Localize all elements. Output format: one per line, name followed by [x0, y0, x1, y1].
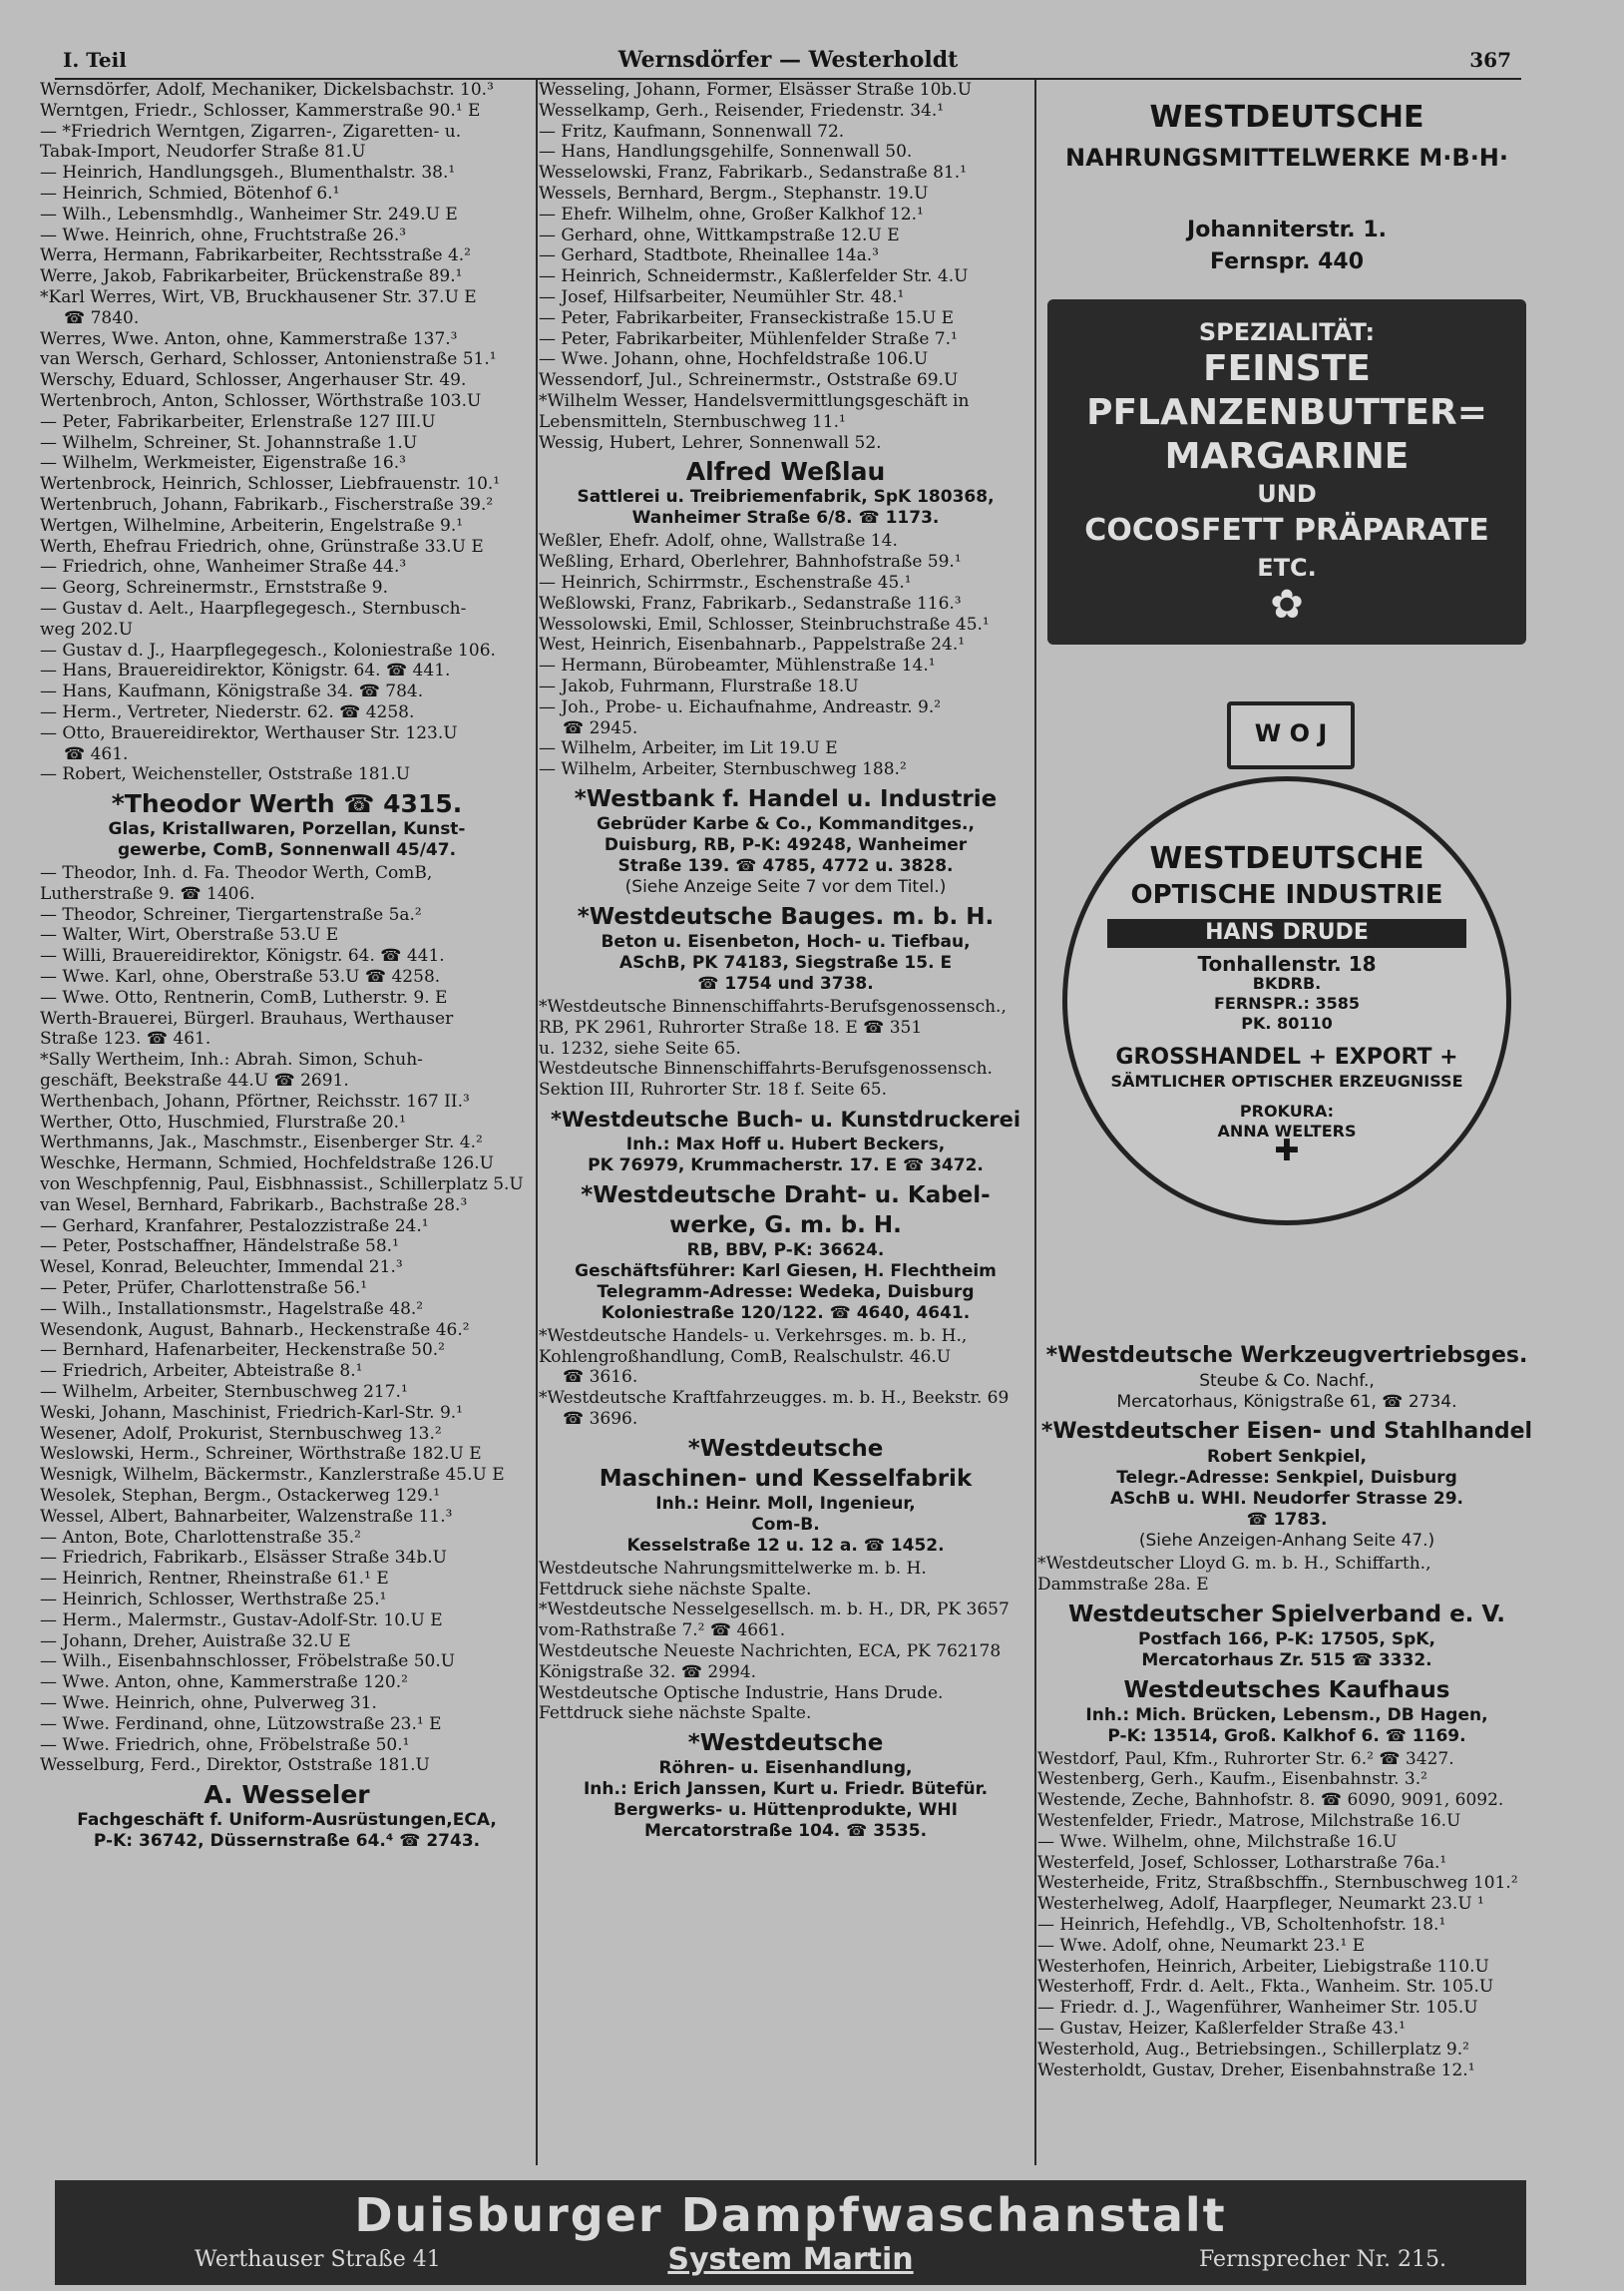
- directory-entry: ☎ 461.: [64, 743, 129, 764]
- firm-line: Telegr.-Adresse: Senkpiel, Duisburg: [1116, 1468, 1457, 1488]
- firm-line: Beton u. Eisenbeton, Hoch- u. Tiefbau,: [601, 931, 971, 952]
- directory-entry: Weßlowski, Franz, Fabrikarb., Sedanstraße 116.³: [539, 593, 962, 614]
- firm-line: ASchB, PK 74183, Siegstraße 15. E: [618, 952, 953, 973]
- firm-name: Westdeutscher Spielverband e. V.: [1068, 1601, 1505, 1627]
- directory-entry: RB, PK 2961, Ruhrorter Straße 18. E ☎ 351: [539, 1017, 923, 1038]
- firm-line: Duisburg, RB, P-K: 49248, Wanheimer: [604, 834, 968, 855]
- firm-line: Kesselstraße 12 u. 12 a. ☎ 1452.: [626, 1535, 945, 1556]
- firm-line: Straße 139. ☎ 4785, 4772 u. 3828.: [617, 855, 954, 876]
- ad-text: SPEZIALITÄT:: [1198, 318, 1376, 346]
- directory-entry: ☎ 3696.: [563, 1409, 638, 1430]
- directory-entry: van Wesel, Bernhard, Fabrikarb., Bachstraße 28.³: [40, 1194, 468, 1215]
- firm-block-draht: [539, 1180, 1032, 1324]
- directory-entry: Wertenbruch, Johann, Fabrikarb., Fischerstraße 39.²: [40, 494, 494, 515]
- firm-name: *Westdeutsche: [687, 1730, 884, 1757]
- directory-entry: — Gerhard, ohne, Wittkampstraße 12.U E: [539, 225, 900, 245]
- directory-entry: Straße 123. ☎ 461.: [40, 1029, 211, 1050]
- directory-entry: Wernsdörfer, Adolf, Mechaniker, Dickelsbachstr. 10.³: [40, 80, 494, 100]
- directory-entry: — Johann, Dreher, Auistraße 32.U E: [40, 1630, 351, 1651]
- ad-text: PK. 80110: [1241, 1013, 1333, 1033]
- directory-entry: — Friedrich, Fabrikarb., Elsässer Straße 34b.U: [40, 1548, 447, 1569]
- directory-entry: — Gerhard, Stadtbote, Rheinallee 14a.³: [539, 245, 879, 266]
- directory-entry: Westdeutsche Optische Industrie, Hans Drude.: [539, 1682, 944, 1703]
- directory-entry: Fettdruck siehe nächste Spalte.: [539, 1579, 812, 1600]
- directory-entry: Wertenbroch, Anton, Schlosser, Wörthstraße 103.U: [40, 390, 482, 411]
- directory-entry: — Jakob, Fuhrmann, Flurstraße 18.U: [539, 676, 859, 696]
- directory-entry: Wessolowski, Emil, Schlosser, Steinbruchstraße 45.¹: [539, 614, 990, 635]
- directory-entry: — Peter, Prüfer, Charlottenstraße 56.¹: [40, 1278, 368, 1299]
- flower-ornament-icon: ✿: [1270, 582, 1304, 628]
- directory-entry: Werthmanns, Jak., Maschmstr., Eisenberger Str. 4.²: [40, 1133, 483, 1153]
- firm-name: Maschinen- und Kesselfabrik: [599, 1465, 973, 1492]
- firm-block-bauges: [539, 902, 1032, 995]
- directory-entry: von Weschpfennig, Paul, Eisbhnassist., Schillerplatz 5.U: [40, 1174, 524, 1195]
- ad-text: GROSSHANDEL + EXPORT +: [1115, 1044, 1458, 1070]
- firm-line: Postfach 166, P-K: 17505, SpK,: [1138, 1628, 1435, 1649]
- firm-line: (Siehe Anzeigen-Anhang Seite 47.): [1138, 1531, 1435, 1551]
- ad-text: FERNSPR.: 3585: [1213, 993, 1360, 1013]
- directory-entry: *Westdeutsche Handels- u. Verkehrsges. m. b. H.,: [539, 1325, 968, 1346]
- directory-entry: Wesselowski, Franz, Fabrikarb., Sedanstraße 81.¹: [539, 163, 967, 184]
- firm-line: Glas, Kristallwaren, Porzellan, Kunst-: [108, 819, 466, 840]
- directory-entry: — Peter, Fabrikarbeiter, Mühlenfelder Straße 7.¹: [539, 328, 958, 349]
- entry-list: [1037, 1749, 1536, 2081]
- ad-title: Duisburger Dampfwaschanstalt: [354, 2188, 1227, 2242]
- firm-line: Steube & Co. Nachf.,: [1199, 1371, 1375, 1391]
- column-1: [40, 80, 534, 2175]
- directory-entry: — Walter, Wirt, Oberstraße 53.U E: [40, 925, 339, 946]
- directory-entry: — Peter, Fabrikarbeiter, Erlenstraße 127 III.U: [40, 411, 436, 432]
- directory-entry: Wessel, Albert, Bahnarbeiter, Walzenstraße 11.³: [40, 1506, 453, 1527]
- advertisement-nahrungsmittelwerke: [1041, 98, 1532, 706]
- page-number: 367: [1469, 48, 1511, 72]
- ad-heading: WESTDEUTSCHE: [1149, 100, 1424, 135]
- directory-entry: *Westdeutsche Binnenschiffahrts-Berufsgenossensch.,: [539, 996, 1007, 1017]
- directory-entry: Westdeutsche Nahrungsmittelwerke m. b. H.: [539, 1558, 927, 1579]
- firm-line: Gebrüder Karbe & Co., Kommanditges.,: [597, 813, 975, 834]
- ad-address: Johanniterstr. 1.: [1187, 218, 1387, 242]
- directory-entry: Westenfelder, Friedr., Matrose, Milchstraße 16.U: [1037, 1810, 1461, 1831]
- directory-entry: — Fritz, Kaufmann, Sonnenwall 72.: [539, 121, 845, 142]
- directory-entry: — Joh., Probe- u. Eichaufnahme, Andreastr. 9.²: [539, 696, 942, 717]
- directory-entry: — Theodor, Inh. d. Fa. Theodor Werth, ComB,: [40, 863, 433, 884]
- directory-entry: Dammstraße 28a. E: [1037, 1574, 1209, 1595]
- directory-entry: — Wilhelm, Werkmeister, Eigenstraße 16.³: [40, 453, 406, 474]
- directory-entry: — Wilhelm, Arbeiter, Sternbuschweg 217.¹: [40, 1382, 408, 1403]
- directory-entry: — Bernhard, Hafenarbeiter, Heckenstraße 50.²: [40, 1340, 445, 1361]
- directory-entry: u. 1232, siehe Seite 65.: [539, 1038, 741, 1059]
- ad-phone: Fernspr. 440: [1209, 249, 1365, 274]
- firm-line: Geschäftsführer: Karl Giesen, H. Flechtheim: [575, 1260, 997, 1281]
- directory-entry: — Herm., Malermstr., Gustav-Adolf-Str. 10.U E: [40, 1609, 443, 1630]
- firm-block-werkzeug: [1037, 1341, 1536, 1413]
- directory-entry: — Theodor, Schreiner, Tiergartenstraße 5a.²: [40, 904, 422, 925]
- directory-entry: — Otto, Brauereidirektor, Werthauser Str. 123.U: [40, 722, 458, 743]
- firm-block-westbank: [539, 784, 1032, 898]
- directory-entry: weg 202.U: [40, 619, 134, 640]
- ad-text: OPTISCHE INDUSTRIE: [1130, 880, 1443, 910]
- directory-entry: — Wilh., Lebensmhdlg., Wanheimer Str. 249.U E: [40, 204, 458, 225]
- entry-list: [539, 531, 1032, 780]
- ad-system: System Martin: [667, 2242, 914, 2277]
- ad-text: ETC.: [1257, 554, 1317, 582]
- directory-entry: — Wwe. Karl, ohne, Oberstraße 53.U ☎ 4258.: [40, 967, 441, 988]
- directory-entry: — Wwe. Ferdinand, ohne, Lützowstraße 23.¹ E: [40, 1713, 442, 1734]
- ad-banner: HANS DRUDE: [1107, 919, 1466, 948]
- firm-name: A. Wesseler: [203, 1780, 370, 1810]
- firm-line: Sattlerei u. Treibriemenfabrik, SpK 180368,: [577, 487, 995, 508]
- directory-entry: Werschy, Eduard, Schlosser, Angerhauser Str. 49.: [40, 370, 467, 391]
- directory-entry: — Peter, Fabrikarbeiter, Franseckistraße 15.U E: [539, 307, 955, 328]
- ad-text: SÄMTLICHER OPTISCHER ERZEUGNISSE: [1110, 1071, 1463, 1091]
- directory-entry: Sektion III, Ruhrorter Str. 18 f. Seite 65.: [539, 1080, 887, 1101]
- ad-text: COCOSFETT PRÄPARATE: [1084, 513, 1489, 548]
- firm-line: ASchB u. WHI. Neudorfer Strasse 29.: [1110, 1489, 1463, 1509]
- directory-entry: Westerhofen, Heinrich, Arbeiter, Liebigstraße 110.U: [1037, 1956, 1489, 1977]
- directory-entry: — *Friedrich Werntgen, Zigarren-, Zigaretten- u.: [40, 121, 462, 142]
- ad-address: Werthauser Straße 41: [195, 2247, 441, 2272]
- directory-entry: vom-Rathstraße 7.² ☎ 4661.: [539, 1620, 786, 1641]
- firm-line: ☎ 1783.: [1246, 1510, 1328, 1530]
- firm-line: Mercatorhaus Zr. 515 ☎ 3332.: [1141, 1649, 1432, 1670]
- directory-entry: — Georg, Schreinermstr., Ernststraße 9.: [40, 578, 389, 599]
- directory-entry: — Heinrich, Hefehdlg., VB, Scholtenhofstr. 18.¹: [1037, 1914, 1446, 1935]
- firm-line: Robert Senkpiel,: [1207, 1447, 1367, 1467]
- entry-list: [539, 997, 1032, 1101]
- ad-text: ANNA WELTERS: [1217, 1121, 1357, 1141]
- directory-entry: — Hermann, Bürobeamter, Mühlenstraße 14.¹: [539, 656, 936, 677]
- firm-block-werth: [40, 789, 534, 861]
- directory-entry: Wesolek, Stephan, Bergm., Ostackerweg 129.¹: [40, 1486, 441, 1506]
- directory-entry: — Wwe. Heinrich, ohne, Fruchtstraße 26.³: [40, 225, 407, 245]
- directory-entry: — Friedrich, Arbeiter, Abteistraße 8.¹: [40, 1361, 363, 1382]
- directory-entry: Weßler, Ehefr. Adolf, ohne, Wallstraße 14.: [539, 531, 898, 552]
- firm-name: *Westdeutsche Buch- u. Kunstdruckerei: [550, 1107, 1021, 1132]
- directory-entry: Weslowski, Herm., Schreiner, Wörthstraße 182.U E: [40, 1444, 482, 1465]
- column-divider: [1034, 80, 1036, 2165]
- directory-entry: Tabak-Import, Neudorfer Straße 81.U: [40, 142, 366, 163]
- firm-line: Mercatorhaus, Königstraße 61, ☎ 2734.: [1116, 1392, 1457, 1412]
- firm-line: Com-B.: [751, 1514, 820, 1535]
- directory-entry: Wesener, Adolf, Prokurist, Sternbuschweg 13.²: [40, 1423, 442, 1444]
- firm-line: Wanheimer Straße 6/8. ☎ 1173.: [631, 508, 940, 529]
- directory-entry: Werres, Wwe. Anton, ohne, Kammerstraße 137.³: [40, 328, 458, 349]
- firm-line: ☎ 1754 und 3738.: [697, 973, 874, 994]
- firm-block-buchdruckerei: [539, 1105, 1032, 1176]
- firm-name: Westdeutsches Kaufhaus: [1123, 1676, 1450, 1703]
- directory-entry: Lutherstraße 9. ☎ 1406.: [40, 883, 255, 904]
- entry-list: [539, 80, 1032, 453]
- directory-entry: — Ehefr. Wilhelm, ohne, Großer Kalkhof 12.¹: [539, 204, 924, 225]
- directory-entry: *Karl Werres, Wirt, VB, Bruckhausener Str. 37.U E: [40, 286, 477, 307]
- directory-entry: Wertgen, Wilhelmine, Arbeiterin, Engelstraße 9.¹: [40, 515, 464, 536]
- directory-entry: ☎ 7840.: [64, 307, 140, 328]
- directory-entry: ☎ 3616.: [563, 1367, 638, 1388]
- directory-entry: Weßling, Erhard, Oberlehrer, Bahnhofstraße 59.¹: [539, 552, 962, 573]
- directory-entry: — Wwe. Wilhelm, ohne, Milchstraße 16.U: [1037, 1831, 1398, 1852]
- advertisement-optische-industrie: [1041, 719, 1532, 1335]
- directory-entry: West, Heinrich, Eisenbahnarb., Pappelstraße 24.¹: [539, 635, 966, 656]
- firm-block-maschinen: [539, 1434, 1032, 1557]
- directory-entry: *Westdeutscher Lloyd G. m. b. H., Schiffarth.,: [1037, 1554, 1431, 1574]
- cross-ornament-icon: ✚: [1274, 1133, 1300, 1168]
- directory-entry: — Heinrich, Schirrmstr., Eschenstraße 45.¹: [539, 572, 912, 593]
- directory-entry: — Wwe. Anton, ohne, Kammerstraße 120.²: [40, 1672, 408, 1693]
- directory-entry: — Heinrich, Rentner, Rheinstraße 61.¹ E: [40, 1569, 389, 1590]
- column-divider: [536, 80, 538, 2165]
- directory-entry: — Gerhard, Kranfahrer, Pestalozzistraße 24.¹: [40, 1215, 429, 1236]
- bottom-advertisement: [55, 2180, 1526, 2285]
- entry-list: [539, 1559, 1032, 1724]
- ad-text: Tonhallenstr. 18: [1197, 951, 1377, 976]
- firm-line: (Siehe Anzeige Seite 7 vor dem Titel.): [624, 876, 947, 897]
- ad-inner: [1087, 841, 1486, 1168]
- directory-entry: — Heinrich, Schlosser, Werthstraße 25.¹: [40, 1589, 387, 1609]
- woj-logo-icon: W O J: [1227, 701, 1355, 769]
- directory-entry: Wesel, Konrad, Beleuchter, Immendal 21.³: [40, 1257, 403, 1278]
- directory-entry: Werra, Hermann, Fabrikarbeiter, Rechtsstraße 4.²: [40, 245, 471, 266]
- directory-entry: Westerheide, Fritz, Straßbschffn., Sternbuschweg 101.²: [1037, 1873, 1518, 1894]
- directory-entry: ☎ 2945.: [563, 717, 638, 738]
- firm-block-eisenhandel: [1037, 1417, 1536, 1552]
- firm-block-roehren: [539, 1728, 1032, 1842]
- directory-entry: *Westdeutsche Kraftfahrzeugges. m. b. H., Beekstr. 69: [539, 1388, 1010, 1409]
- firm-name: *Westdeutscher Eisen- und Stahlhandel: [1040, 1419, 1533, 1444]
- firm-line: Röhren- u. Eisenhandlung,: [658, 1758, 913, 1779]
- firm-name: *Westbank f. Handel u. Industrie: [574, 785, 998, 812]
- directory-entry: — Heinrich, Schmied, Bötenhof 6.¹: [40, 183, 340, 204]
- directory-entry: — Wilhelm, Arbeiter, im Lit 19.U E: [539, 738, 838, 759]
- ad-text: FEINSTE: [1203, 348, 1371, 389]
- entry-list: [40, 863, 534, 1776]
- column-3: [1037, 80, 1536, 2175]
- firm-line: Bergwerks- u. Hüttenprodukte, WHI: [613, 1800, 958, 1821]
- firm-name: werke, G. m. b. H.: [669, 1211, 902, 1238]
- directory-entry: — Wilh., Eisenbahnschlosser, Fröbelstraße 50.U: [40, 1651, 456, 1672]
- directory-entry: Wessig, Hubert, Lehrer, Sonnenwall 52.: [539, 432, 882, 453]
- directory-entry: Werther, Otto, Huschmied, Flurstraße 20.¹: [40, 1112, 406, 1133]
- firm-block-spielverband: [1037, 1600, 1536, 1671]
- directory-entry: Königstraße 32. ☎ 2994.: [539, 1661, 757, 1682]
- directory-entry: — Josef, Hilfsarbeiter, Neumühler Str. 48.¹: [539, 286, 905, 307]
- directory-entry: — Heinrich, Schneidermstr., Kaßlerfelder Str. 4.U: [539, 266, 969, 287]
- directory-entry: Weschke, Hermann, Schmied, Hochfeldstraße 126.U: [40, 1153, 494, 1174]
- directory-entry: Wessels, Bernhard, Bergm., Stephanstr. 19.U: [539, 183, 929, 204]
- directory-entry: — Wwe. Adolf, ohne, Neumarkt 23.¹ E: [1037, 1935, 1366, 1956]
- directory-entry: Werth-Brauerei, Bürgerl. Brauhaus, Werthauser: [40, 1008, 454, 1029]
- directory-entry: — Friedrich, ohne, Wanheimer Straße 44.³: [40, 557, 407, 578]
- directory-entry: — Willi, Brauereidirektor, Königstr. 64. ☎ 441.: [40, 946, 445, 967]
- firm-name: *Westdeutsche: [687, 1435, 884, 1462]
- directory-entry: Weski, Johann, Maschinist, Friedrich-Karl-Str. 9.¹: [40, 1402, 463, 1423]
- directory-entry: Werth, Ehefrau Friedrich, ohne, Grünstraße 33.U E: [40, 536, 484, 557]
- directory-entry: — Gustav d. J., Haarpflegegesch., Koloniestraße 106.: [40, 640, 496, 661]
- ad-text: PFLANZENBUTTER=: [1086, 392, 1487, 433]
- directory-entry: — Wwe. Johann, ohne, Hochfeldstraße 106.U: [539, 349, 929, 370]
- directory-entry: Lebensmitteln, Sternbuschweg 11.¹: [539, 411, 846, 432]
- ad-ring: [1062, 719, 1511, 1225]
- directory-entry: — Gustav d. Aelt., Haarpflegegesch., Sternbusch-: [40, 598, 467, 619]
- firm-line: Inh.: Max Hoff u. Hubert Beckers,: [625, 1134, 946, 1154]
- page-header: [55, 44, 1521, 80]
- firm-name: *Theodor Werth ☎ 4315.: [111, 789, 463, 819]
- entry-list: [1037, 1554, 1536, 1596]
- directory-entry: — Wilhelm, Arbeiter, Sternbuschweg 188.²: [539, 759, 907, 780]
- firm-line: PK 76979, Krummacherstr. 17. E ☎ 3472.: [588, 1154, 984, 1175]
- directory-entry: Westende, Zeche, Bahnhofstr. 8. ☎ 6090, 9091, 6092.: [1037, 1790, 1504, 1811]
- firm-block-kaufhaus: [1037, 1675, 1536, 1747]
- directory-entry: Westdeutsche Neueste Nachrichten, ECA, PK 762178: [539, 1641, 1002, 1662]
- directory-entry: Werntgen, Friedr., Schlosser, Kammerstraße 90.¹ E: [40, 100, 481, 121]
- directory-entry: Wesendonk, August, Bahnarb., Heckenstraße 46.²: [40, 1319, 470, 1340]
- firm-line: Fachgeschäft f. Uniform-Ausrüstungen,ECA,: [77, 1810, 497, 1831]
- directory-entry: — Hans, Handlungsgehilfe, Sonnenwall 50.: [539, 142, 913, 163]
- firm-line: Telegramm-Adresse: Wedeka, Duisburg: [597, 1281, 975, 1302]
- firm-line: Inh.: Heinr. Moll, Ingenieur,: [655, 1493, 916, 1514]
- directory-entry: Westdeutsche Binnenschiffahrts-Berufsgenossensch.: [539, 1059, 993, 1080]
- firm-name: *Westdeutsche Draht- u. Kabel-: [581, 1181, 991, 1208]
- ad-text: PROKURA:: [1239, 1101, 1335, 1121]
- directory-entry: — Wwe. Otto, Rentnerin, ComB, Lutherstr. 9. E: [40, 987, 448, 1008]
- firm-line: P-K: 13514, Groß. Kalkhof 6. ☎ 1169.: [1107, 1725, 1466, 1746]
- directory-entry: — Hans, Brauereidirektor, Königstr. 64. ☎ 441.: [40, 661, 451, 682]
- directory-entry: — Wilh., Installationsmstr., Hagelstraße 48.²: [40, 1298, 424, 1319]
- firm-line: Koloniestraße 120/122. ☎ 4640, 4641.: [601, 1302, 971, 1323]
- firm-name: Alfred Weßlau: [685, 457, 886, 487]
- entry-list: [539, 1326, 1032, 1430]
- directory-entry: Westerholdt, Gustav, Dreher, Eisenbahnstraße 12.¹: [1037, 2060, 1475, 2080]
- directory-entry: Westerhold, Aug., Betriebsingen., Schillerplatz 9.²: [1037, 2039, 1469, 2060]
- ad-text: UND: [1257, 480, 1317, 508]
- directory-entry: — Robert, Weichensteller, Oststraße 181.U: [40, 764, 411, 785]
- ad-text: MARGARINE: [1164, 436, 1410, 477]
- directory-entry: Wessendorf, Jul., Schreinermstr., Oststraße 69.U: [539, 370, 959, 391]
- directory-entry: — Herm., Vertreter, Niederstr. 62. ☎ 4258.: [40, 701, 415, 722]
- entry-list: [40, 80, 534, 785]
- column-2: [539, 80, 1032, 2175]
- directory-entry: Westdorf, Paul, Kfm., Ruhrorter Str. 6.² ☎ 3427.: [1037, 1748, 1454, 1769]
- firm-block-wesseler: [40, 1780, 534, 1852]
- ad-phone: Fernsprecher Nr. 215.: [1198, 2247, 1446, 2272]
- directory-entry: Werthenbach, Johann, Pförtner, Reichsstr. 167 II.³: [40, 1091, 470, 1112]
- ad-text: BKDRB.: [1252, 973, 1322, 993]
- firm-line: Mercatorstraße 104. ☎ 3535.: [643, 1821, 928, 1842]
- directory-entry: — Heinrich, Handlungsgeh., Blumenthalstr. 38.¹: [40, 163, 456, 184]
- directory-entry: Wertenbrock, Heinrich, Schlosser, Liebfrauenstr. 10.¹: [40, 474, 501, 495]
- directory-entry: Westenberg, Gerh., Kaufm., Eisenbahnstr. 3.²: [1037, 1769, 1427, 1790]
- directory-entry: *Sally Wertheim, Inh.: Abrah. Simon, Schuh-: [40, 1050, 423, 1071]
- directory-entry: Westerhelweg, Adolf, Haarpfleger, Neumarkt 23.U ¹: [1037, 1894, 1484, 1915]
- directory-entry: — Anton, Bote, Charlottenstraße 35.²: [40, 1527, 361, 1548]
- ad-banner: [1047, 299, 1526, 645]
- directory-entry: Westerhoff, Frdr. d. Aelt., Fkta., Wanheim. Str. 105.U: [1037, 1977, 1494, 1998]
- directory-entry: van Wersch, Gerhard, Schlosser, Antonienstraße 51.¹: [40, 349, 497, 370]
- directory-entry: — Gustav, Heizer, Kaßlerfelder Straße 43.¹: [1037, 2018, 1406, 2039]
- firm-block-wesslau: [539, 457, 1032, 529]
- directory-entry: — Hans, Kaufmann, Königstraße 34. ☎ 784.: [40, 682, 424, 702]
- firm-line: P-K: 36742, Düssernstraße 64.⁴ ☎ 2743.: [93, 1831, 481, 1852]
- directory-entry: Kohlengroßhandlung, ComB, Realschulstr. 46.U: [539, 1346, 952, 1367]
- firm-line: Inh.: Mich. Brücken, Lebensm., DB Hagen,: [1085, 1704, 1488, 1725]
- directory-entry: geschäft, Beekstraße 44.U ☎ 2691.: [40, 1071, 349, 1092]
- firm-line: RB, BBV, P-K: 36624.: [686, 1239, 885, 1260]
- firm-line: Inh.: Erich Janssen, Kurt u. Friedr. Bütefür.: [583, 1779, 989, 1800]
- name-range: Wernsdörfer — Westerholdt: [617, 47, 959, 73]
- firm-line: gewerbe, ComB, Sonnenwall 45/47.: [117, 840, 457, 861]
- directory-entry: — Wilhelm, Schreiner, St. Johannstraße 1.U: [40, 432, 418, 453]
- directory-entry: — Friedr. d. J., Wagenführer, Wanheimer Str. 105.U: [1037, 1998, 1478, 2019]
- firm-name: *Westdeutsche Bauges. m. b. H.: [577, 903, 995, 930]
- directory-entry: *Westdeutsche Nesselgesellsch. m. b. H., DR, PK 3657: [539, 1600, 1010, 1620]
- directory-entry: Werre, Jakob, Fabrikarbeiter, Brückenstraße 89.¹: [40, 266, 463, 287]
- directory-entry: Wesseling, Johann, Former, Elsässer Straße 10b.U: [539, 80, 973, 100]
- ad-heading: NAHRUNGSMITTELWERKE M·B·H·: [1064, 144, 1509, 172]
- firm-name: *Westdeutsche Werkzeugvertriebsges.: [1045, 1343, 1528, 1368]
- directory-entry: — Wwe. Heinrich, ohne, Pulverweg 31.: [40, 1692, 377, 1713]
- directory-entry: Wesselkamp, Gerh., Reisender, Friedenstr. 34.¹: [539, 100, 945, 121]
- directory-entry: Wesnigk, Wilhelm, Bäckermstr., Kanzlerstraße 45.U E: [40, 1465, 505, 1486]
- ad-text: WESTDEUTSCHE: [1149, 841, 1424, 876]
- directory-entry: Fettdruck siehe nächste Spalte.: [539, 1703, 812, 1724]
- directory-entry: — Wwe. Friedrich, ohne, Fröbelstraße 50.¹: [40, 1734, 410, 1755]
- directory-entry: Wesselburg, Ferd., Direktor, Oststraße 181.U: [40, 1755, 430, 1776]
- directory-entry: *Wilhelm Wesser, Handelsvermittlungsgeschäft in: [539, 390, 970, 411]
- directory-entry: Westerfeld, Josef, Schlosser, Lotharstraße 76a.¹: [1037, 1852, 1447, 1873]
- directory-entry: — Peter, Postschaffner, Händelstraße 58.¹: [40, 1236, 399, 1257]
- part-label: I. Teil: [63, 48, 127, 72]
